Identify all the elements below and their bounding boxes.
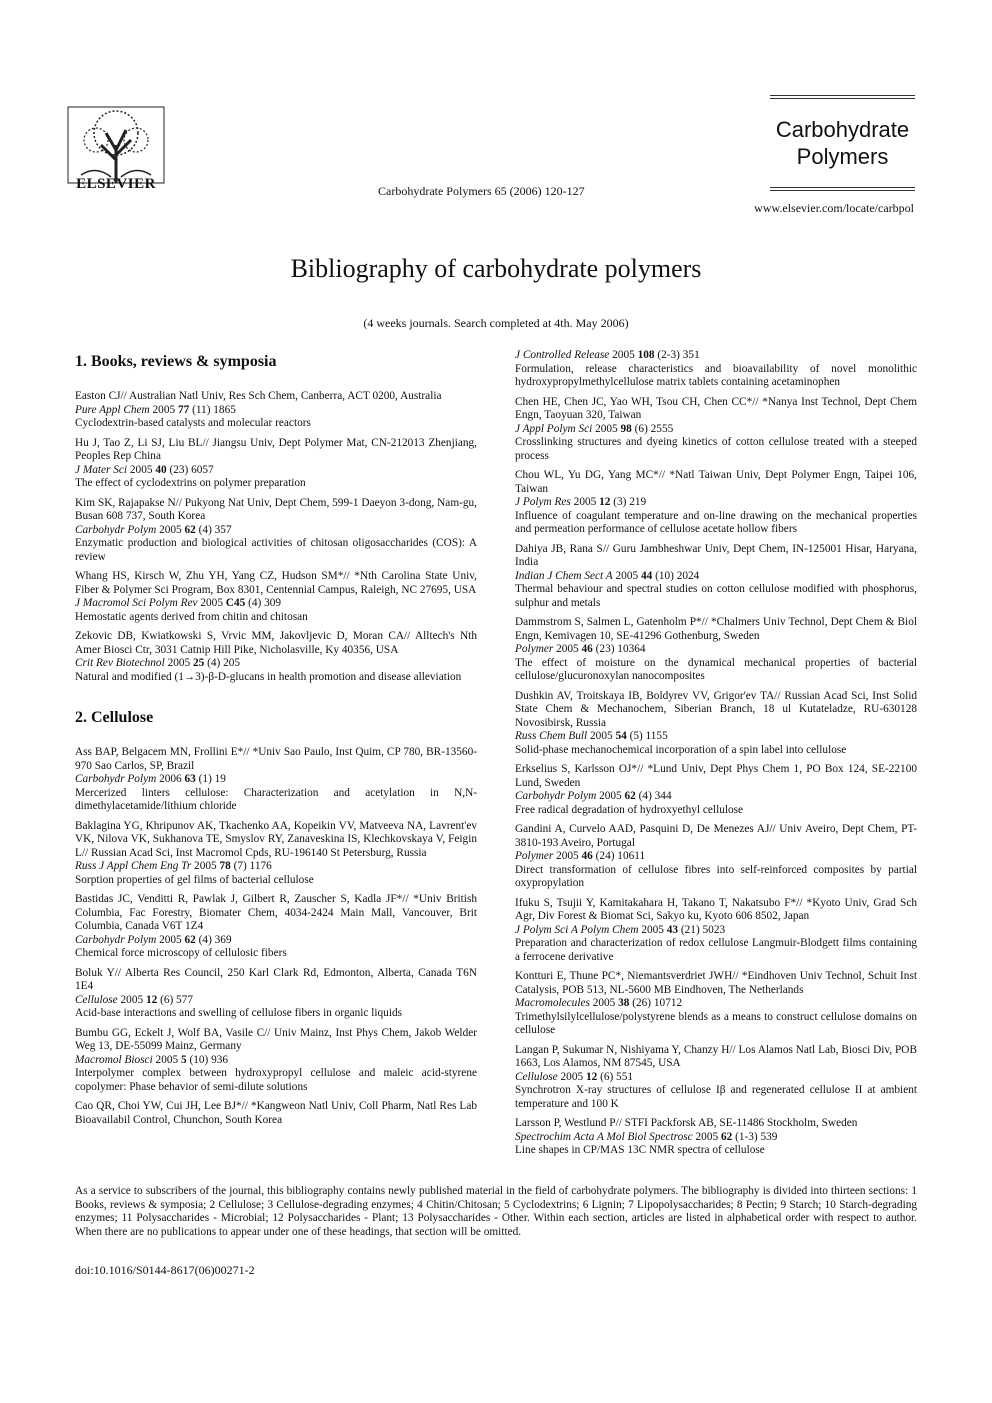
entry-volume: 12 bbox=[599, 496, 611, 508]
entry-title: Cyclodextrin-based catalysts and molecular reactors bbox=[75, 417, 311, 429]
entry-issue-page: (10) 936 bbox=[189, 1053, 229, 1066]
entry-title: Interpolymer complex between hydroxypropyl cellulose and maleic acid-styrene copolymer: Phase behavior of semi-dilute solutions bbox=[75, 1067, 477, 1093]
entry-title: Influence of coagulant temperature and on-line drawing on the mechanical properties and permeation performance of cellulose acetate hollow fibers bbox=[515, 509, 917, 535]
entry-title: Hemostatic agents derived from chitin and chitosan bbox=[75, 610, 308, 623]
entry-journal: Polymer bbox=[515, 643, 554, 655]
entry-volume: 46 bbox=[581, 850, 593, 862]
entry-journal: Crit Rev Biotechnol bbox=[75, 657, 165, 669]
entry-journal: J Controlled Release bbox=[515, 349, 610, 361]
entry-reference bbox=[75, 860, 477, 874]
entry-reference bbox=[515, 1131, 917, 1145]
entry-title: Synchrotron X-ray structures of cellulose Iβ and regenerated cellulose II at ambient temperature and 100 K bbox=[515, 1084, 917, 1110]
entry-volume: 44 bbox=[640, 569, 653, 582]
entry-reference bbox=[515, 496, 917, 510]
entry-journal: J Polym Res bbox=[515, 496, 571, 508]
journal-url[interactable]: www.elsevier.com/locate/carbpol bbox=[754, 201, 914, 215]
entry-authors: Boluk Y// Alberta Res Council, 250 Karl Clark Rd, Edmonton, Alberta, Canada T6N 1E4 bbox=[75, 966, 477, 992]
journal-rule-bottom-2 bbox=[770, 190, 915, 191]
entry-reference bbox=[515, 349, 917, 363]
entry-authors: Ass BAP, Belgacem MN, Frollini E*// *Univ Sao Paulo, Inst Quim, CP 780, BR-13560-970 Sao Carlos, SP, Brazil bbox=[75, 746, 477, 772]
entry-reference bbox=[515, 997, 917, 1011]
entry-reference bbox=[515, 570, 917, 584]
books-entry-list bbox=[75, 390, 477, 684]
journal-name-line2: Polymers bbox=[796, 144, 889, 169]
entry-authors: Dahiya JB, Rana S// Guru Jambheshwar Univ, Dept Chem, IN-125001 Hisar, Haryana, India bbox=[515, 542, 917, 568]
entry-volume: 77 bbox=[177, 403, 190, 416]
bibliography-entry bbox=[515, 690, 917, 758]
entry-journal: Pure Appl Chem bbox=[75, 403, 150, 416]
entry-issue-page: (24) 10611 bbox=[595, 850, 646, 862]
entry-issue-page: (23) 6057 bbox=[169, 463, 214, 476]
entry-issue-page: (6) 551 bbox=[600, 1070, 634, 1083]
entry-journal: Russ Chem Bull bbox=[515, 730, 588, 742]
bibliography-entry bbox=[515, 543, 917, 611]
entry-issue-page: (10) 2024 bbox=[655, 569, 700, 582]
bibliography-entry bbox=[515, 616, 917, 684]
bibliography-entry bbox=[75, 746, 477, 814]
entry-issue-page: (5) 1155 bbox=[629, 730, 668, 742]
entry-journal: Russ J Appl Chem Eng Tr bbox=[75, 860, 192, 872]
entry-reference bbox=[515, 850, 917, 864]
entry-volume: 5 bbox=[180, 1053, 187, 1066]
entry-title: Mercerized linters cellulose: Characterization and acetylation in N,N-dimethylacetamide/lithium chloride bbox=[75, 786, 477, 812]
entry-volume: 62 bbox=[184, 933, 196, 946]
entry-authors: Bastidas JC, Venditti R, Pawlak J, Gilbert R, Zauscher S, Kadla JF*// *Univ British Columbia, Fac Forestry, Biomater Chem, 4034-2424 Main Mall, Vancouver, Brit Columbia, Canada V6T 1Z4 bbox=[75, 893, 477, 932]
journal-name-line1: Carbohydrate bbox=[775, 117, 910, 142]
entry-journal: Macromolecules bbox=[515, 997, 590, 1009]
entry-issue-page: (4) 369 bbox=[198, 933, 232, 946]
journal-rule-top-2 bbox=[770, 98, 915, 99]
entry-volume: 108 bbox=[637, 349, 655, 361]
bibliography-footnote: As a service to subscribers of the journal, this bibliography contains newly published material in the field of carbohydrate polymers. The bibliography is divided into thirteen sections: 1 Books, reviews & symposia; 2 Cellulose; 3 Cellulose-degrading enzymes; 4 Chitin/Chitosan; 5 Cyclodextrins; 6 Lignin; 7 Lipopolysaccharides; 8 Pectin; 9 Starch; 10 Starch-degrading enzymes; 11 Polysaccharides - Microbial; 12 Polysaccharides - Plant; 13 Polysaccharides - Other. Within each section, articles are listed in alphabetical order with respect to author. When there are no publications to appear under one of these headings, that section will be omitted. bbox=[75, 1185, 917, 1238]
entry-year: 2005 bbox=[167, 657, 191, 669]
entry-authors: Ifuku S, Tsujii Y, Kamitakahara H, Takano T, Nakatsubo F*// *Kyoto Univ, Grad Sch Agr, Div Forest & Biomat Sci, Sakyo ku, Kyoto 606 8502, Japan bbox=[515, 896, 917, 922]
bibliography-entry bbox=[515, 469, 917, 537]
entry-reference bbox=[75, 597, 477, 611]
entry-authors: Erkselius S, Karlsson OJ*// *Lund Univ, Dept Phys Chem 1, PO Box 124, SE-22100 Lund, Sweden bbox=[515, 763, 917, 789]
entry-journal: J Mater Sci bbox=[75, 463, 128, 476]
entry-year: 2005 bbox=[560, 1070, 584, 1083]
left-column bbox=[75, 346, 477, 1133]
entry-issue-page: (4) 344 bbox=[638, 790, 672, 802]
entry-journal: J Appl Polym Sci bbox=[515, 422, 593, 435]
entry-reference bbox=[515, 924, 917, 938]
entry-reference bbox=[75, 464, 477, 478]
entry-issue-page: (11) 1865 bbox=[192, 403, 236, 416]
entry-reference bbox=[75, 994, 477, 1008]
doi[interactable]: doi:10.1016/S0144-8617(06)00271-2 bbox=[75, 1263, 255, 1277]
page-subtitle: (4 weeks journals. Search completed at 4th. May 2006) bbox=[363, 316, 629, 330]
entry-journal: Cellulose bbox=[75, 993, 118, 1006]
entry-title: The effect of moisture on the dynamical mechanical properties of bacterial cellulose/glucuronoxylan nanocomposites bbox=[515, 656, 917, 682]
entry-year: 2005 bbox=[159, 523, 182, 536]
entry-year: 2005 bbox=[695, 1130, 719, 1143]
entry-journal: Carbohydr Polym bbox=[75, 523, 157, 536]
entry-year: 2005 bbox=[612, 349, 635, 361]
entry-year: 2005 bbox=[556, 850, 579, 862]
entry-volume: 40 bbox=[155, 463, 167, 476]
entry-title: Natural and modified (1→3)-β-D-glucans in health promotion and disease alleviation bbox=[75, 670, 462, 683]
entry-authors: Dammstrom S, Salmen L, Gatenholm P*// *Chalmers Univ Technol, Dept Chem & Biol Engn, Kemivagen 10, SE-41296 Gothenburg, Sweden bbox=[515, 616, 917, 642]
journal-rule-bottom bbox=[770, 187, 915, 188]
entry-reference bbox=[75, 404, 477, 418]
entry-year: 2005 bbox=[615, 569, 639, 582]
bibliography-entry bbox=[75, 570, 477, 624]
entry-journal: Spectrochim Acta A Mol Biol Spectrosc bbox=[515, 1130, 693, 1143]
entry-issue-page: (1-3) 539 bbox=[735, 1130, 778, 1143]
entry-authors: Easton CJ// Australian Natl Univ, Res Sch Chem, Canberra, ACT 0200, Australia bbox=[75, 390, 442, 402]
entry-volume: 63 bbox=[184, 773, 196, 785]
cellulose-entry-list-continued bbox=[515, 349, 917, 1158]
bibliography-entry bbox=[515, 970, 917, 1038]
entry-title: The effect of cyclodextrins on polymer preparation bbox=[75, 477, 306, 489]
entry-volume: 12 bbox=[585, 1070, 598, 1083]
entry-issue-page: (26) 10712 bbox=[632, 997, 683, 1009]
entry-title: Trimethylsilylcellulose/polystyrene blends as a means to construct cellulose domains on cellulose bbox=[515, 1010, 917, 1036]
entry-volume: 62 bbox=[624, 790, 636, 802]
entry-issue-page: (4) 309 bbox=[248, 597, 282, 609]
bibliography-entry bbox=[515, 763, 917, 817]
entry-year: 2005 bbox=[200, 597, 223, 609]
entry-authors: Zekovic DB, Kwiatkowski S, Vrvic MM, Jakovljevic D, Moran CA// Alltech's Nth Amer Biosci Ctr, 3031 Catnip Hill Pike, Nicholasville, Ky 40356, USA bbox=[75, 630, 477, 656]
entry-title: Formulation, release characteristics and bioavailability of novel monolithic hydroxypropylmethylcellulose matrix tablets containing acetaminophen bbox=[515, 362, 917, 388]
entry-title: Sorption properties of gel films of bacterial cellulose bbox=[75, 873, 314, 886]
bibliography-entry bbox=[75, 1027, 477, 1095]
entry-authors: Chen HE, Chen JC, Yao WH, Tsou CH, Chen CC*// *Nanya Inst Technol, Dept Chem Engn, Taoyuan 320, Taiwan bbox=[515, 395, 917, 421]
entry-year: 2005 bbox=[556, 643, 579, 655]
section-heading-cellulose: 2. Cellulose bbox=[75, 709, 154, 726]
entry-year: 2005 bbox=[152, 403, 176, 416]
bibliography-entry bbox=[515, 396, 917, 464]
entry-title: Crosslinking structures and dyeing kinetics of cotton cellulose treated with a steeped process bbox=[515, 436, 917, 462]
entry-journal: Indian J Chem Sect A bbox=[515, 569, 613, 582]
entry-year: 2005 bbox=[120, 993, 144, 1006]
entry-title: Enzymatic production and biological activities of chitosan oligosaccharides (COS): A review bbox=[75, 537, 477, 563]
entry-reference bbox=[75, 524, 477, 538]
entry-title: Free radical degradation of hydroxyethyl cellulose bbox=[515, 803, 744, 816]
entry-authors: Gandini A, Curvelo AAD, Pasquini D, De Menezes AJ// Univ Aveiro, Dept Chem, PT-3810-193 Aveiro, Portugal bbox=[515, 823, 917, 849]
entry-volume: 54 bbox=[615, 730, 627, 742]
entry-year: 2005 bbox=[592, 997, 616, 1009]
entry-issue-page: (4) 205 bbox=[207, 657, 241, 669]
entry-reference bbox=[515, 730, 917, 744]
bibliography-entry bbox=[75, 893, 477, 961]
journal-citation: Carbohydrate Polymers 65 (2006) 120-127 bbox=[378, 184, 585, 198]
entry-title: Acid-base interactions and swelling of cellulose fibers in organic liquids bbox=[75, 1007, 403, 1019]
entry-authors: Larsson P, Westlund P// STFI Packforsk AB, SE-11486 Stockholm, Sweden bbox=[515, 1117, 858, 1129]
entry-volume: 62 bbox=[720, 1130, 733, 1143]
entry-issue-page: (1) 19 bbox=[198, 773, 226, 785]
entry-reference bbox=[75, 773, 477, 787]
entry-volume: 46 bbox=[581, 643, 593, 655]
entry-reference bbox=[515, 643, 917, 657]
entry-year: 2005 bbox=[194, 860, 217, 872]
entry-reference bbox=[515, 1071, 917, 1085]
entry-authors: Chou WL, Yu DG, Yang MC*// *Natl Taiwan Univ, Dept Polymer Engn, Taipei 106, Taiwan bbox=[515, 469, 917, 495]
entry-year: 2005 bbox=[155, 1053, 179, 1066]
bibliography-entry bbox=[515, 1044, 917, 1112]
bibliography-entry bbox=[515, 897, 917, 965]
right-column bbox=[515, 349, 917, 1164]
entry-title: Direct transformation of cellulose fibres into self-reinforced composites by partial oxypropylation bbox=[515, 863, 917, 889]
journal-rule-top bbox=[770, 95, 915, 96]
entry-authors: Whang HS, Kirsch W, Zhu YH, Yang CZ, Hudson SM*// *Nth Carolina State Univ, Fiber & Polymer Sci Program, Box 8301, Centennial Campus, Raleigh, NC 27695, USA bbox=[75, 570, 477, 596]
entry-title: Preparation and characterization of redox cellulose Langmuir-Blodgett films containing a ferrocene derivative bbox=[515, 937, 917, 963]
bibliography-entry bbox=[75, 497, 477, 565]
entry-authors: Dushkin AV, Troitskaya IB, Boldyrev VV, Grigor'ev TA// Russian Acad Sci, Inst Solid State Chem & Mechanochem, Siberian Branch, 18 ul Kutateladze, RU-630128 Novosibirsk, Russia bbox=[515, 689, 917, 729]
entry-volume: 78 bbox=[219, 860, 231, 872]
entry-issue-page: (21) 5023 bbox=[680, 923, 726, 936]
entry-journal: J Macromol Sci Polym Rev bbox=[75, 597, 198, 609]
entry-title: Line shapes in CP/MAS 13C NMR spectra of cellulose bbox=[515, 1144, 765, 1156]
entry-authors: Hu J, Tao Z, Li SJ, Liu BL// Jiangsu Univ, Dept Polymer Mat, CN-212013 Zhenjiang, Peoples Rep China bbox=[75, 436, 477, 462]
entry-issue-page: (6) 2555 bbox=[634, 422, 674, 435]
page-title: Bibliography of carbohydrate polymers bbox=[290, 254, 702, 283]
entry-authors: Kim SK, Rajapakse N// Pukyong Nat Univ, Dept Chem, 599-1 Daeyon 3-dong, Nam-gu, Busan 608 737, South Korea bbox=[75, 496, 477, 522]
entry-authors: Langan P, Sukumar N, Nishiyama Y, Chanzy H// Los Alamos Natl Lab, Biosci Div, POB 1663, Los Alamos, NM 87545, USA bbox=[515, 1043, 917, 1069]
entry-reference bbox=[75, 657, 477, 671]
publisher-name: ELSEVIER bbox=[76, 176, 156, 192]
bibliography-entry bbox=[515, 823, 917, 891]
entry-volume: 12 bbox=[145, 993, 158, 1006]
entry-journal: Macromol Biosci bbox=[75, 1053, 153, 1066]
entry-issue-page: (3) 219 bbox=[613, 496, 647, 508]
entry-authors: Cao QR, Choi YW, Cui JH, Lee BJ*// *Kangweon Natl Univ, Coll Pharm, Natl Res Lab Bioavailabil Control, Chunchon, South Korea bbox=[75, 1100, 477, 1126]
entry-reference bbox=[75, 1054, 477, 1068]
entry-volume: 43 bbox=[666, 923, 679, 936]
entry-title: Chemical force microscopy of cellulosic fibers bbox=[75, 947, 287, 959]
entry-volume: 25 bbox=[192, 657, 205, 669]
entry-journal: Cellulose bbox=[515, 1070, 558, 1083]
entry-authors: Kontturi E, Thune PC*, Niemantsverdriet JWH// *Eindhoven Univ Technol, Schuit Inst Catalysis, POB 513, NL-5600 MB Eindhoven, The Netherlands bbox=[515, 970, 917, 996]
bibliography-entry bbox=[75, 1100, 477, 1127]
entry-journal: Carbohydr Polym bbox=[75, 933, 157, 946]
bibliography-entry bbox=[515, 1117, 917, 1158]
entry-volume: 38 bbox=[618, 997, 630, 1009]
entry-issue-page: (7) 1176 bbox=[233, 860, 272, 872]
bibliography-entry bbox=[75, 437, 477, 491]
entry-reference bbox=[515, 423, 917, 437]
entry-issue-page: (4) 357 bbox=[198, 523, 232, 536]
entry-journal: Carbohydr Polym bbox=[75, 773, 157, 785]
cellulose-entry-list bbox=[75, 746, 477, 1127]
entry-issue-page: (6) 577 bbox=[160, 993, 194, 1006]
entry-issue-page: (2-3) 351 bbox=[657, 349, 700, 361]
journal-logo-text bbox=[770, 116, 915, 170]
entry-issue-page: (23) 10364 bbox=[595, 643, 646, 655]
entry-year: 2005 bbox=[641, 923, 664, 936]
section-heading-books: 1. Books, reviews & symposia bbox=[75, 353, 277, 370]
entry-year: 2005 bbox=[573, 496, 597, 508]
bibliography-entry bbox=[75, 390, 477, 431]
entry-volume: 98 bbox=[620, 422, 632, 435]
entry-year: 2006 bbox=[159, 773, 182, 785]
entry-year: 2005 bbox=[129, 463, 153, 476]
bibliography-entry bbox=[75, 820, 477, 888]
entry-volume: 62 bbox=[184, 523, 196, 536]
entry-authors: Bumbu GG, Eckelt J, Wolf BA, Vasile C// Univ Mainz, Inst Phys Chem, Jakob Welder Weg 13, DE-55099 Mainz, Germany bbox=[75, 1026, 477, 1052]
bibliography-entry bbox=[75, 967, 477, 1021]
entry-journal: Carbohydr Polym bbox=[515, 790, 597, 802]
entry-journal: J Polym Sci A Polym Chem bbox=[515, 923, 639, 936]
entry-year: 2005 bbox=[590, 730, 613, 742]
entry-volume: C45 bbox=[225, 597, 246, 609]
entry-journal: Polymer bbox=[515, 850, 554, 862]
entry-title: Solid-phase mechanochemical incorporation of a spin label into cellulose bbox=[515, 743, 847, 756]
entry-year: 2005 bbox=[159, 933, 182, 946]
entry-reference bbox=[75, 934, 477, 948]
bibliography-entry bbox=[75, 630, 477, 684]
entry-year: 2005 bbox=[595, 422, 618, 435]
entry-year: 2005 bbox=[599, 790, 622, 802]
entry-authors: Baklagina YG, Khripunov AK, Tkachenko AA, Kopeikin VV, Matveeva NA, Lavrent'ev VK, Nilova VK, Sukhanova TE, Smyslov RY, Zanaveskina IS, Klechkovskaya V, Feigin L// Russian Acad Sci, Inst Macromol Cpds, RU-196140 St Petersburg, Russia bbox=[75, 819, 477, 859]
entry-reference bbox=[515, 790, 917, 804]
entry-title: Thermal behaviour and spectral studies on cotton cellulose modified with phosphorus, sulphur and metals bbox=[515, 583, 917, 609]
bibliography-entry bbox=[515, 349, 917, 390]
